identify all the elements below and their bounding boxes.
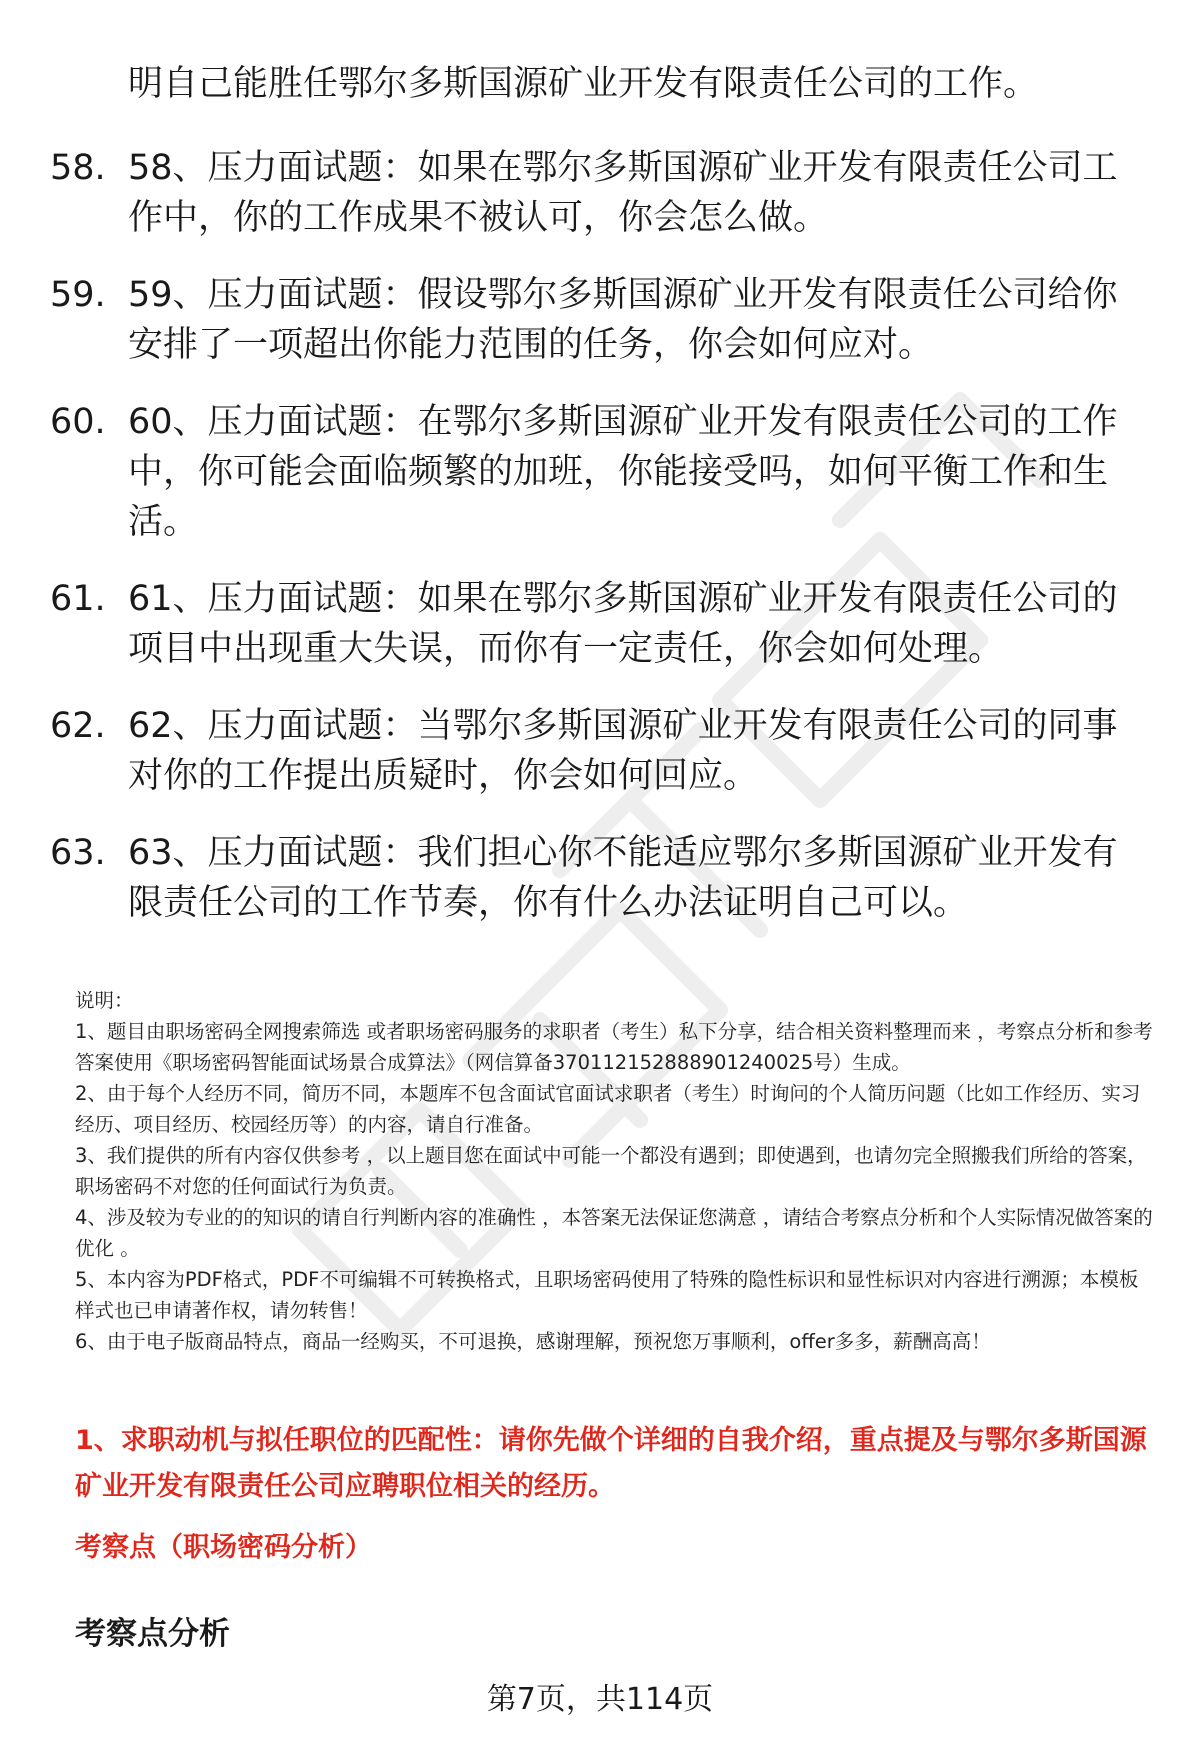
question-number: 61. — [50, 579, 106, 619]
question-list — [0, 143, 1200, 955]
question-text: 59、压力面试题：假设鄂尔多斯国源矿业开发有限责任公司给你安排了一项超出你能力范围的任务，你会如何应对。 — [128, 275, 1118, 365]
note-item: 2、由于每个人经历不同，简历不同，本题库不包含面试官面试求职者（考生）时询问的个人简历问题（比如工作经历、实习经历、项目经历、校园经历等）的内容，请自行准备。 — [75, 1082, 1141, 1136]
continuation-text: 明自己能胜任鄂尔多斯国源矿业开发有限责任公司的工作。 — [128, 64, 1039, 104]
list-item — [0, 270, 1148, 370]
note-item: 4、涉及较为专业的的知识的请自行判断内容的准确性 ，本答案无法保证您满意 ，请结合考察点分析和个人实际情况做答案的优化 。 — [75, 1206, 1153, 1260]
list-item — [0, 143, 1148, 243]
question-number: 62. — [50, 706, 106, 746]
notes-section — [75, 985, 1155, 1357]
notes-title: 说明： — [75, 989, 134, 1012]
question-number: 63. — [50, 833, 106, 873]
question-text: 63、压力面试题：我们担心你不能适应鄂尔多斯国源矿业开发有限责任公司的工作节奏，你有什么办法证明自己可以。 — [128, 833, 1118, 923]
page-number: 第7页，共114页 — [486, 1682, 714, 1717]
question-text: 60、压力面试题：在鄂尔多斯国源矿业开发有限责任公司的工作中，你可能会面临频繁的加班，你能接受吗，如何平衡工作和生活。 — [128, 402, 1118, 542]
list-item — [0, 397, 1148, 547]
note-item: 3、我们提供的所有内容仅供参考 ，以上题目您在面试中可能一个都没有遇到；即使遇到，也请勿完全照搬我们所给的答案，职场密码不对您的任何面试行为负责。 — [75, 1144, 1147, 1198]
question-number: 60. — [50, 402, 106, 442]
list-item — [0, 828, 1148, 928]
note-item: 1、题目由职场密码全网搜索筛选 或者职场密码服务的求职者（考生）私下分享，结合相关资料整理而来 ，考察点分析和参考答案使用《职场密码智能面试场景合成算法》（网信算备370112152888901240025号）生成。 — [75, 1020, 1153, 1074]
section-heading: 考察点分析 — [75, 1616, 230, 1652]
question-text: 58、压力面试题：如果在鄂尔多斯国源矿业开发有限责任公司工作中，你的工作成果不被认可，你会怎么做。 — [128, 148, 1118, 238]
highlight-question: 1、求职动机与拟任职位的匹配性：请你先做个详细的自我介绍，重点提及与鄂尔多斯国源矿业开发有限责任公司应聘职位相关的经历。 — [75, 1425, 1147, 1502]
highlight-subtitle: 考察点（职场密码分析） — [75, 1532, 372, 1563]
question-text: 61、压力面试题：如果在鄂尔多斯国源矿业开发有限责任公司的项目中出现重大失误，而你有一定责任，你会如何处理。 — [128, 579, 1118, 669]
note-item: 6、由于电子版商品特点，商品一经购买，不可退换，感谢理解，预祝您万事顺利，offer多多，薪酬高高！ — [75, 1330, 991, 1353]
list-item — [0, 574, 1148, 674]
question-number: 58. — [50, 148, 106, 188]
question-text: 62、压力面试题：当鄂尔多斯国源矿业开发有限责任公司的同事对你的工作提出质疑时，你会如何回应。 — [128, 706, 1118, 796]
list-item — [0, 701, 1148, 801]
note-item: 5、本内容为PDF格式，PDF不可编辑不可转换格式，且职场密码使用了特殊的隐性标识和显性标识对内容进行溯源；本模板样式也已申请著作权，请勿转售！ — [75, 1268, 1139, 1322]
question-number: 59. — [50, 275, 106, 315]
